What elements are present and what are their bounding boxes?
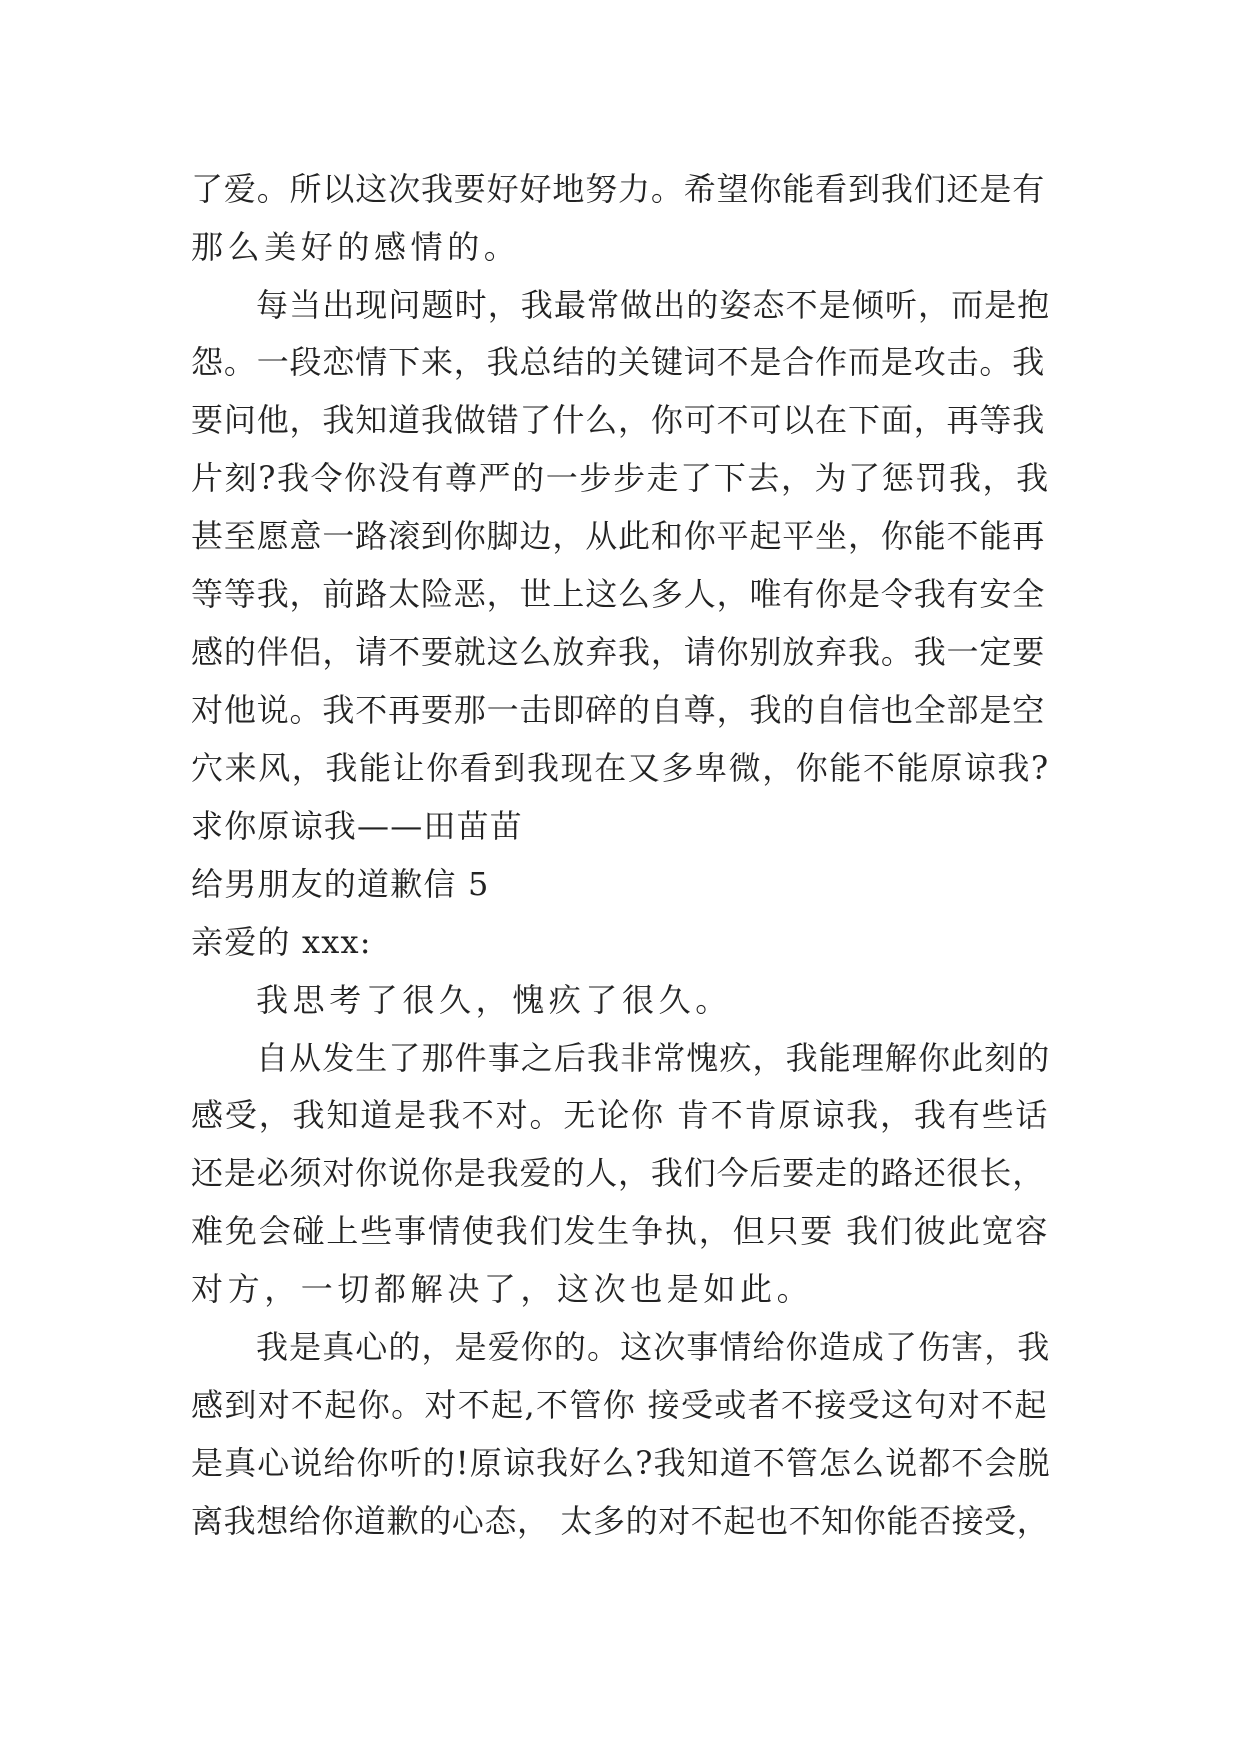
paragraph-line: 离我想给你道歉的心态， 太多的对不起也不知你能否接受， [191,1502,1050,1540]
paragraph-line: 等等我，前路太险恶，世上这么多人，唯有你是令我有安全 [191,575,1046,613]
signature-line: 求你原谅我——田苗苗 [191,807,524,845]
paragraph-line: 我思考了很久，愧疚了很久。 [256,981,732,1019]
paragraph-line: 自从发生了那件事之后我非常愧疚，我能理解你此刻的 [256,1039,1051,1077]
paragraph-line: 难免会碰上些事情使我们发生争执，但只要 我们彼此宽容 [191,1212,1050,1250]
letter-title: 给男朋友的道歉信 5 [191,865,490,903]
paragraph-line: 感的伴侣，请不要就这么放弃我，请你别放弃我。我一定要 [191,633,1046,671]
paragraph-line: 怨。一段恋情下来，我总结的关键词不是合作而是攻击。我 [191,343,1046,381]
paragraph-line: 我是真心的，是爱你的。这次事情给你造成了伤害，我 [256,1328,1051,1366]
paragraph-line: 是真心说给你听的!原谅我好么?我知道不管怎么说都不会脱 [191,1444,1051,1482]
paragraph-line: 还是必须对你说你是我爱的人，我们今后要走的路还很长， [191,1154,1046,1192]
salutation: 亲爱的 xxx: [191,923,372,961]
paragraph-line: 感受，我知道是我不对。无论你 肯不肯原谅我，我有些话 [191,1096,1050,1134]
paragraph-line: 对他说。我不再要那一击即碎的自尊，我的自信也全部是空 [191,691,1046,729]
paragraph-line: 穴来风，我能让你看到我现在又多卑微，你能不能原谅我? [191,749,1050,787]
paragraph-line: 对方，一切都解决了，这次也是如此。 [191,1270,814,1308]
paragraph-line: 甚至愿意一路滚到你脚边，从此和你平起平坐，你能不能再 [191,517,1046,555]
paragraph-line: 感到对不起你。对不起,不管你 接受或者不接受这句对不起 [191,1386,1048,1424]
paragraph-line: 了爱。所以这次我要好好地努力。希望你能看到我们还是有 [191,170,1046,208]
paragraph-line: 要问他，我知道我做错了什么，你可不可以在下面，再等我 [191,401,1046,439]
paragraph-line: 每当出现问题时，我最常做出的姿态不是倾听，而是抱 [256,286,1051,324]
paragraph-line: 那么美好的感情的。 [191,228,521,266]
paragraph-line: 片刻?我令你没有尊严的一步步走了下去，为了惩罚我，我 [191,459,1050,497]
